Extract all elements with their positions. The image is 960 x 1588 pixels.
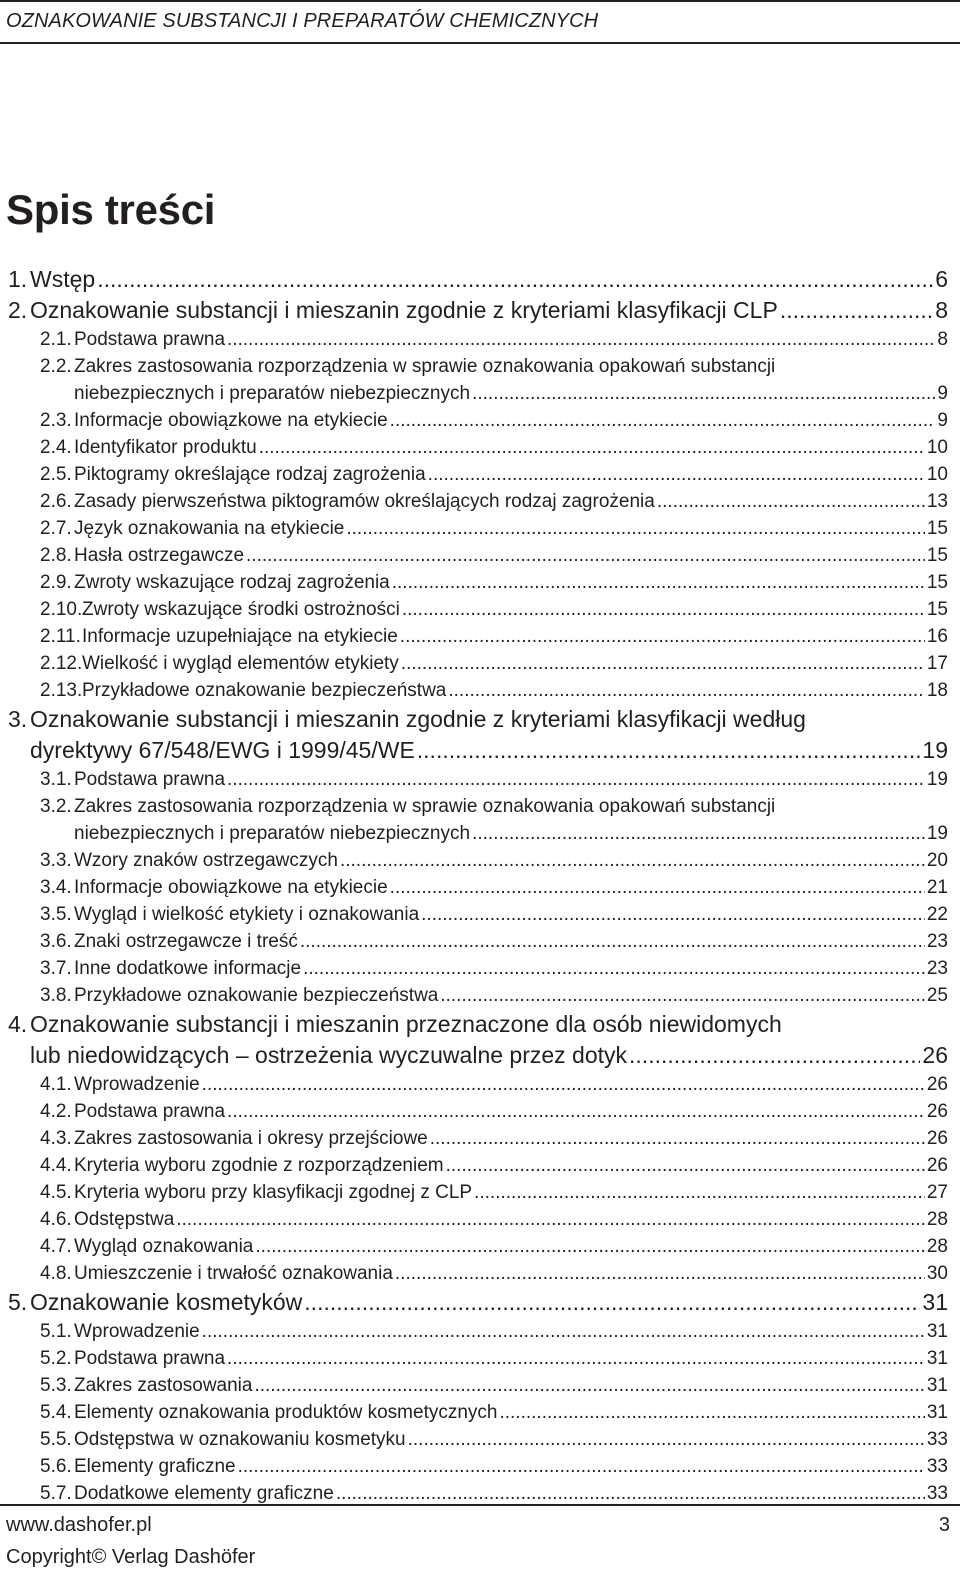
toc-entry[interactable] <box>0 1233 960 1260</box>
toc-entry-page: 15 <box>926 518 948 539</box>
toc-entry[interactable] <box>0 434 960 461</box>
toc-entry-number: 4.1. <box>40 1074 72 1095</box>
toc-entry-page: 23 <box>926 931 948 952</box>
toc-entry-page: 19 <box>922 737 948 763</box>
toc-entry[interactable] <box>0 1179 960 1206</box>
toc-entry-page: 13 <box>926 491 948 512</box>
toc-entry[interactable] <box>0 264 960 295</box>
toc-leader-dots <box>202 1318 925 1345</box>
toc-leader-dots <box>390 407 936 434</box>
toc-entry-title: Elementy oznakowania produktów kosmetycznych <box>74 1402 498 1423</box>
toc-entry-page: 15 <box>926 599 948 620</box>
toc-entry-title: Informacje obowiązkowe na etykiecie <box>74 877 388 898</box>
footer-copyright: Copyright© Verlag Dashöfer <box>6 1546 256 1568</box>
toc-entry-title: Elementy graficzne <box>74 1456 236 1477</box>
footer-url: www.dashofer.pl <box>6 1514 152 1536</box>
toc-entry-number: 4.4. <box>40 1155 72 1176</box>
toc-entry[interactable] <box>0 874 960 901</box>
toc-entry-number: 3.2. <box>40 796 72 817</box>
toc-entry-page: 31 <box>926 1375 948 1396</box>
toc-entry-page: 23 <box>926 958 948 979</box>
toc-entry-title: niebezpiecznych i preparatów niebezpiecznych <box>74 383 471 404</box>
toc-entry-page: 28 <box>926 1236 948 1257</box>
toc-leader-dots <box>246 542 925 569</box>
toc-entry-title: Wygląd oznakowania <box>74 1236 254 1257</box>
toc-entry-title: Kryteria wyboru przy klasyfikacji zgodnej z CLP <box>74 1182 473 1203</box>
toc-leader-dots <box>408 1426 925 1453</box>
toc-entry-number: 4.3. <box>40 1128 72 1149</box>
toc-entry[interactable] <box>0 901 960 928</box>
toc-leader-dots <box>227 766 925 793</box>
toc-entry-title: Inne dodatkowe informacje <box>74 958 302 979</box>
toc-entry-page: 26 <box>926 1155 948 1176</box>
toc-entry-title: Wielkość i wygląd elementów etykiety <box>82 653 399 674</box>
toc-entry[interactable] <box>0 928 960 955</box>
toc-entry-title: Odstępstwa <box>74 1209 175 1230</box>
toc-entry[interactable] <box>0 847 960 874</box>
toc-entry-page: 33 <box>926 1429 948 1450</box>
toc-entry-page: 9 <box>937 383 948 404</box>
toc-entry-title: Piktogramy określające rodzaj zagrożenia <box>74 464 426 485</box>
toc-entry-title: Wygląd i wielkość etykiety i oznakowania <box>74 904 420 925</box>
toc-entry[interactable] <box>0 1480 960 1507</box>
footer-page-number: 3 <box>938 1514 950 1536</box>
toc-entry-title: Identyfikator produktu <box>74 437 257 458</box>
toc-leader-dots <box>780 295 933 326</box>
toc-entry-page: 18 <box>926 680 948 701</box>
toc-entry[interactable] <box>0 515 960 542</box>
toc-leader-dots <box>401 650 925 677</box>
toc-entry-page: 20 <box>926 850 948 871</box>
toc-entry[interactable] <box>0 1206 960 1233</box>
toc-entry-page: 17 <box>926 653 948 674</box>
toc-leader-dots <box>472 820 925 847</box>
toc-leader-dots <box>340 847 925 874</box>
toc-leader-dots <box>417 735 921 766</box>
toc-entry[interactable] <box>0 1345 960 1372</box>
toc-leader-dots <box>657 488 925 515</box>
toc-entry-page: 30 <box>926 1263 948 1284</box>
toc-entry-title: Znaki ostrzegawcze i treść <box>74 931 298 952</box>
toc-leader-dots <box>402 596 925 623</box>
toc-leader-dots <box>303 955 925 982</box>
toc-entry[interactable] <box>0 1071 960 1098</box>
toc-entry-page: 8 <box>935 297 948 323</box>
toc-entry-page: 26 <box>926 1074 948 1095</box>
toc-entry-number: 4. <box>8 1011 28 1037</box>
toc-entry[interactable] <box>0 326 960 353</box>
toc-entry-number: 3.8. <box>40 985 72 1006</box>
toc-entry-page: 9 <box>937 410 948 431</box>
toc-entry-number: 3.5. <box>40 904 72 925</box>
toc-leader-dots <box>176 1206 925 1233</box>
toc-entry[interactable] <box>0 1009 960 1071</box>
toc-entry[interactable] <box>0 1399 960 1426</box>
toc-entry-page: 19 <box>926 769 948 790</box>
toc-entry-title: Język oznakowania na etykiecie <box>74 518 345 539</box>
toc-entry-title: Informacje obowiązkowe na etykiecie <box>74 410 388 431</box>
toc-entry-number: 2.2. <box>40 356 72 377</box>
toc-entry-title: Dodatkowe elementy graficzne <box>74 1483 334 1504</box>
toc-leader-dots <box>227 1098 925 1125</box>
toc-entry[interactable] <box>0 542 960 569</box>
toc-entry-page: 26 <box>926 1128 948 1149</box>
toc-entry[interactable] <box>0 1260 960 1287</box>
toc-entry-number: 3. <box>8 706 28 732</box>
toc-entry-page: 15 <box>926 572 948 593</box>
toc-entry[interactable] <box>0 623 960 650</box>
toc-entry-page: 31 <box>926 1321 948 1342</box>
toc-entry-title: Zwroty wskazujące środki ostrożności <box>82 599 400 620</box>
toc-entry-page: 10 <box>926 464 948 485</box>
toc-leader-dots <box>421 901 925 928</box>
toc-leader-dots <box>472 380 935 407</box>
toc-entry-title: Umieszczenie i trwałość oznakowania <box>74 1263 393 1284</box>
toc-leader-dots <box>440 982 924 1009</box>
toc-entry-number: 4.2. <box>40 1101 72 1122</box>
toc-entry-title: Zwroty wskazujące rodzaj zagrożenia <box>74 572 390 593</box>
toc-entry-number: 3.3. <box>40 850 72 871</box>
toc-entry-title: Oznakowanie substancji i mieszanin zgodnie z kryteriami klasyfikacji według <box>30 706 806 732</box>
toc-entry-title: Wzory znaków ostrzegawczych <box>74 850 338 871</box>
toc-entry-number: 5.1. <box>40 1321 72 1342</box>
toc-entry-number: 5.5. <box>40 1429 72 1450</box>
toc-entry-number: 2.7. <box>40 518 72 539</box>
toc-entry-number: 4.7. <box>40 1236 72 1257</box>
toc-entry-number: 2. <box>8 297 28 323</box>
toc-entry[interactable] <box>0 569 960 596</box>
toc-entry-page: 26 <box>926 1101 948 1122</box>
toc-entry-title: niebezpiecznych i preparatów niebezpiecznych <box>74 823 471 844</box>
toc-entry[interactable] <box>0 1372 960 1399</box>
toc-entry-title: Przykładowe oznakowanie bezpieczeństwa <box>82 680 447 701</box>
toc-entry-page: 8 <box>937 329 948 350</box>
toc-entry-title: Odstępstwa w oznakowaniu kosmetyku <box>74 1429 406 1450</box>
toc-entry-number: 2.6. <box>40 491 72 512</box>
toc-leader-dots <box>202 1071 925 1098</box>
toc-entry-title: Wprowadzenie <box>74 1074 200 1095</box>
toc-entry-title: dyrektywy 67/548/EWG i 1999/45/WE <box>30 737 415 763</box>
toc-entry-number: 2.4. <box>40 437 72 458</box>
running-header-text: OZNAKOWANIE SUBSTANCJI I PREPARATÓW CHEMICZNYCH <box>6 10 599 32</box>
toc-entry-number: 2.5. <box>40 464 72 485</box>
toc-entry-number: 2.9. <box>40 572 72 593</box>
toc-entry-number: 4.6. <box>40 1209 72 1230</box>
toc-entry-title: Przykładowe oznakowanie bezpieczeństwa <box>74 985 439 1006</box>
toc-leader-dots <box>254 1372 924 1399</box>
toc-entry-number: 2.13. <box>40 680 83 701</box>
toc-entry-number: 2.11. <box>40 626 81 647</box>
toc-entry-title: Podstawa prawna <box>74 1348 226 1369</box>
toc-leader-dots <box>255 1233 924 1260</box>
toc-entry-title: Oznakowanie kosmetyków <box>30 1289 303 1315</box>
toc-entry-number: 2.12. <box>40 653 83 674</box>
toc-entry[interactable] <box>0 677 960 704</box>
toc-entry-page: 22 <box>926 904 948 925</box>
toc-entry[interactable] <box>0 1287 960 1318</box>
toc-entry[interactable] <box>0 596 960 623</box>
toc-entry[interactable] <box>0 1453 960 1480</box>
toc-leader-dots <box>448 677 924 704</box>
running-header <box>0 0 960 44</box>
toc-leader-dots <box>446 1152 925 1179</box>
toc-entry[interactable] <box>0 650 960 677</box>
toc-entry-page: 26 <box>922 1042 948 1068</box>
toc-entry-title: Informacje uzupełniające na etykiecie <box>82 626 398 647</box>
toc-leader-dots <box>390 874 925 901</box>
toc-leader-dots <box>430 1125 925 1152</box>
toc-entry-title: Podstawa prawna <box>74 329 226 350</box>
toc-entry[interactable] <box>0 295 960 326</box>
toc-entry[interactable] <box>0 1152 960 1179</box>
toc-entry-title: Wprowadzenie <box>74 1321 200 1342</box>
toc-entry-title: Oznakowanie substancji i mieszanin zgodnie z kryteriami klasyfikacji CLP <box>30 297 778 323</box>
toc-entry[interactable] <box>0 766 960 793</box>
toc-entry-number: 3.4. <box>40 877 72 898</box>
toc-entry-number: 5.7. <box>40 1483 72 1504</box>
toc-leader-dots <box>304 1287 920 1318</box>
toc-entry-title: Oznakowanie substancji i mieszanin przeznaczone dla osób niewidomych <box>30 1011 782 1037</box>
toc-entry-page: 31 <box>922 1289 948 1315</box>
toc-entry-title: lub niedowidzących – ostrzeżenia wyczuwalne przez dotyk <box>30 1042 628 1068</box>
toc-entry[interactable] <box>0 793 960 847</box>
toc-entry-number: 5. <box>8 1289 28 1315</box>
toc-entry-page: 33 <box>926 1456 948 1477</box>
toc-entry-number: 3.1. <box>40 769 72 790</box>
toc-leader-dots <box>300 928 925 955</box>
toc-entry-page: 19 <box>926 823 948 844</box>
toc-entry[interactable] <box>0 704 960 766</box>
footer-divider <box>0 1504 960 1506</box>
toc-entry-page: 31 <box>926 1348 948 1369</box>
toc-entry[interactable] <box>0 1125 960 1152</box>
toc-entry-number: 3.6. <box>40 931 72 952</box>
toc-entry[interactable] <box>0 1318 960 1345</box>
toc-leader-dots <box>474 1179 925 1206</box>
toc-entry-number: 1. <box>8 266 28 292</box>
toc-entry-number: 5.4. <box>40 1402 72 1423</box>
toc-entry-title: Zasady pierwszeństwa piktogramów określających rodzaj zagrożenia <box>74 491 655 512</box>
toc-entry-number: 5.2. <box>40 1348 72 1369</box>
toc-entry-title: Zakres zastosowania rozporządzenia w sprawie oznakowania opakowań substancji <box>74 356 776 377</box>
toc-entry-title: Zakres zastosowania <box>74 1375 253 1396</box>
toc-entry-page: 21 <box>926 877 948 898</box>
toc-entry-title: Podstawa prawna <box>74 1101 226 1122</box>
toc-entry-number: 3.7. <box>40 958 72 979</box>
toc-entry-page: 28 <box>926 1209 948 1230</box>
toc-entry[interactable] <box>0 1098 960 1125</box>
toc-entry[interactable] <box>0 955 960 982</box>
toc-leader-dots <box>400 623 925 650</box>
toc-entry[interactable] <box>0 461 960 488</box>
toc-entry-page: 10 <box>926 437 948 458</box>
toc-leader-dots <box>395 1260 925 1287</box>
toc-leader-dots <box>336 1480 925 1507</box>
toc-entry-title: Podstawa prawna <box>74 769 226 790</box>
toc-entry-number: 5.6. <box>40 1456 72 1477</box>
toc-entry-title: Hasła ostrzegawcze <box>74 545 245 566</box>
toc-entry-number: 4.8. <box>40 1263 72 1284</box>
toc-leader-dots <box>259 434 925 461</box>
toc-entry-number: 5.3. <box>40 1375 72 1396</box>
toc-entry[interactable] <box>0 488 960 515</box>
toc-entry-page: 31 <box>926 1402 948 1423</box>
page-title: Spis treści <box>6 186 216 233</box>
toc-entry-title: Zakres zastosowania i okresy przejściowe <box>74 1128 428 1149</box>
toc-leader-dots <box>227 326 935 353</box>
table-of-contents <box>0 264 960 1507</box>
toc-entry-page: 16 <box>926 626 948 647</box>
toc-entry[interactable] <box>0 407 960 434</box>
toc-entry-page: 27 <box>926 1182 948 1203</box>
toc-entry-number: 4.5. <box>40 1182 72 1203</box>
toc-leader-dots <box>629 1040 920 1071</box>
toc-entry-number: 2.8. <box>40 545 72 566</box>
toc-entry-title: Zakres zastosowania rozporządzenia w sprawie oznakowania opakowań substancji <box>74 796 776 817</box>
toc-entry-number: 2.3. <box>40 410 72 431</box>
toc-leader-dots <box>227 1345 925 1372</box>
toc-leader-dots <box>346 515 924 542</box>
toc-entry-title: Wstęp <box>30 266 96 292</box>
toc-entry-number: 2.1. <box>40 329 72 350</box>
toc-entry[interactable] <box>0 353 960 407</box>
toc-entry-page: 25 <box>926 985 948 1006</box>
toc-entry-page: 33 <box>926 1483 948 1504</box>
toc-entry-title: Kryteria wyboru zgodnie z rozporządzeniem <box>74 1155 444 1176</box>
toc-leader-dots <box>97 264 933 295</box>
toc-entry[interactable] <box>0 982 960 1009</box>
toc-leader-dots <box>428 461 925 488</box>
toc-leader-dots <box>392 569 925 596</box>
toc-entry[interactable] <box>0 1426 960 1453</box>
toc-entry-page: 6 <box>935 266 948 292</box>
toc-leader-dots <box>238 1453 925 1480</box>
toc-entry-page: 15 <box>926 545 948 566</box>
toc-leader-dots <box>499 1399 924 1426</box>
toc-entry-number: 2.10. <box>40 599 83 620</box>
